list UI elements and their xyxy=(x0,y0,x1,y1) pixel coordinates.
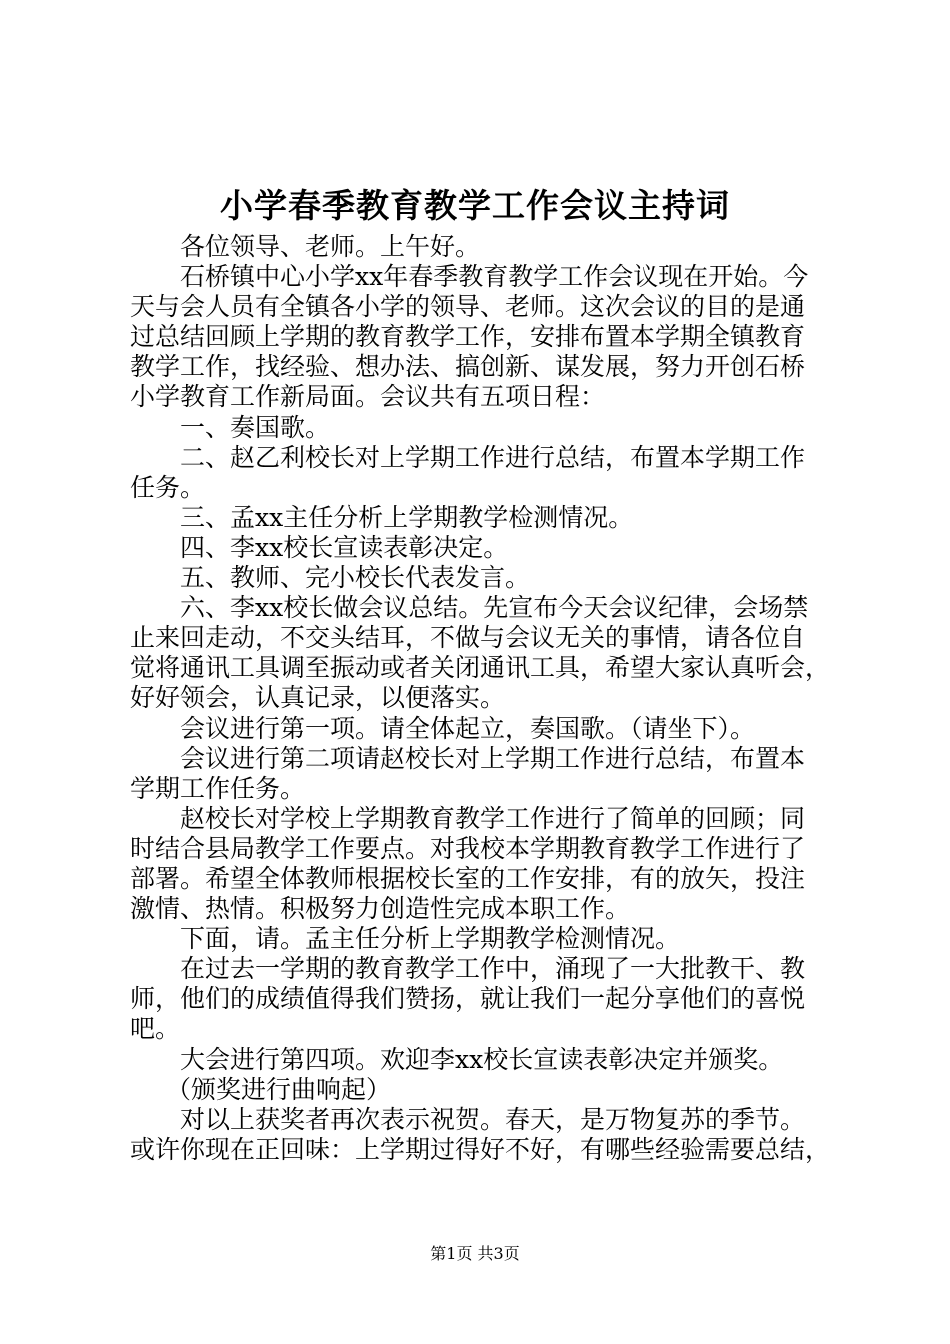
document-title: 小学春季教育教学工作会议主持词 xyxy=(220,186,730,225)
paragraph-line: 师，他们的成绩值得我们赞扬，就让我们一起分享他们的喜悦 xyxy=(130,984,806,1014)
paragraph-line: 会议进行第二项请赵校长对上学期工作进行总结，布置本 xyxy=(180,743,806,773)
paragraph-line: 会议进行第一项。请全体起立，奏国歌。（请坐下）。 xyxy=(180,713,756,743)
paragraph-line: 时结合县局教学工作要点。对我校本学期教育教学工作进行了 xyxy=(130,833,806,863)
paragraph-line: 好好领会，认真记录，以便落实。 xyxy=(130,683,506,713)
paragraph-line: 各位领导、老师。上午好。 xyxy=(180,232,481,261)
paragraph-line: 大会进行第四项。欢迎李xx校长宣读表彰决定并颁奖。 xyxy=(180,1044,784,1074)
paragraph-line: 激情、热情。积极努力创造性完成本职工作。 xyxy=(130,894,631,924)
page-footer: 第1页 共3页 xyxy=(430,1244,520,1263)
paragraph-line: 二、赵乙利校长对上学期工作进行总结，布置本学期工作 xyxy=(180,442,806,472)
paragraph-line: 一、奏国歌。 xyxy=(180,412,331,442)
paragraph-line: 对以上获奖者再次表示祝贺。春天，是万物复苏的季节。 xyxy=(180,1104,806,1134)
paragraph-line: 石桥镇中心小学xx年春季教育教学工作会议现在开始。今 xyxy=(180,262,809,292)
paragraph-line: 学期工作任务。 xyxy=(130,773,306,803)
paragraph-line: 过总结回顾上学期的教育教学工作，安排布置本学期全镇教育 xyxy=(130,322,806,352)
paragraph-line: 觉将通讯工具调至振动或者关闭通讯工具，希望大家认真听会， xyxy=(130,653,831,683)
paragraph-line: 教学工作，找经验、想办法、搞创新、谋发展，努力开创石桥 xyxy=(130,352,806,382)
paragraph-line: 六、李xx校长做会议总结。先宣布今天会议纪律，会场禁 xyxy=(180,593,809,623)
paragraph-line: （颁奖进行曲响起） xyxy=(166,1074,392,1104)
paragraph-line: 赵校长对学校上学期教育教学工作进行了简单的回顾；同 xyxy=(180,803,806,833)
paragraph-line: 任务。 xyxy=(130,472,206,502)
paragraph-line: 四、李xx校长宣读表彰决定。 xyxy=(180,532,509,562)
paragraph-line: 五、教师、完小校长代表发言。 xyxy=(180,563,531,593)
paragraph-line: 或许你现在正回味：上学期过得好不好，有哪些经验需要总结， xyxy=(130,1134,831,1164)
paragraph-line: 小学教育工作新局面。会议共有五项日程： xyxy=(130,382,606,412)
paragraph-line: 部署。希望全体教师根据校长室的工作安排，有的放矢，投注 xyxy=(130,863,806,893)
paragraph-line: 天与会人员有全镇各小学的领导、老师。这次会议的目的是通 xyxy=(130,292,806,322)
document-body xyxy=(130,232,830,1165)
paragraph-line: 三、孟xx主任分析上学期教学检测情况。 xyxy=(180,502,634,532)
paragraph-line: 止来回走动，不交头结耳，不做与会议无关的事情，请各位自 xyxy=(130,623,806,653)
paragraph-line: 在过去一学期的教育教学工作中，涌现了一大批教干、教 xyxy=(180,954,806,984)
paragraph-line: 吧。 xyxy=(130,1014,181,1044)
paragraph-line: 下面，请。孟主任分析上学期教学检测情况。 xyxy=(180,924,681,954)
